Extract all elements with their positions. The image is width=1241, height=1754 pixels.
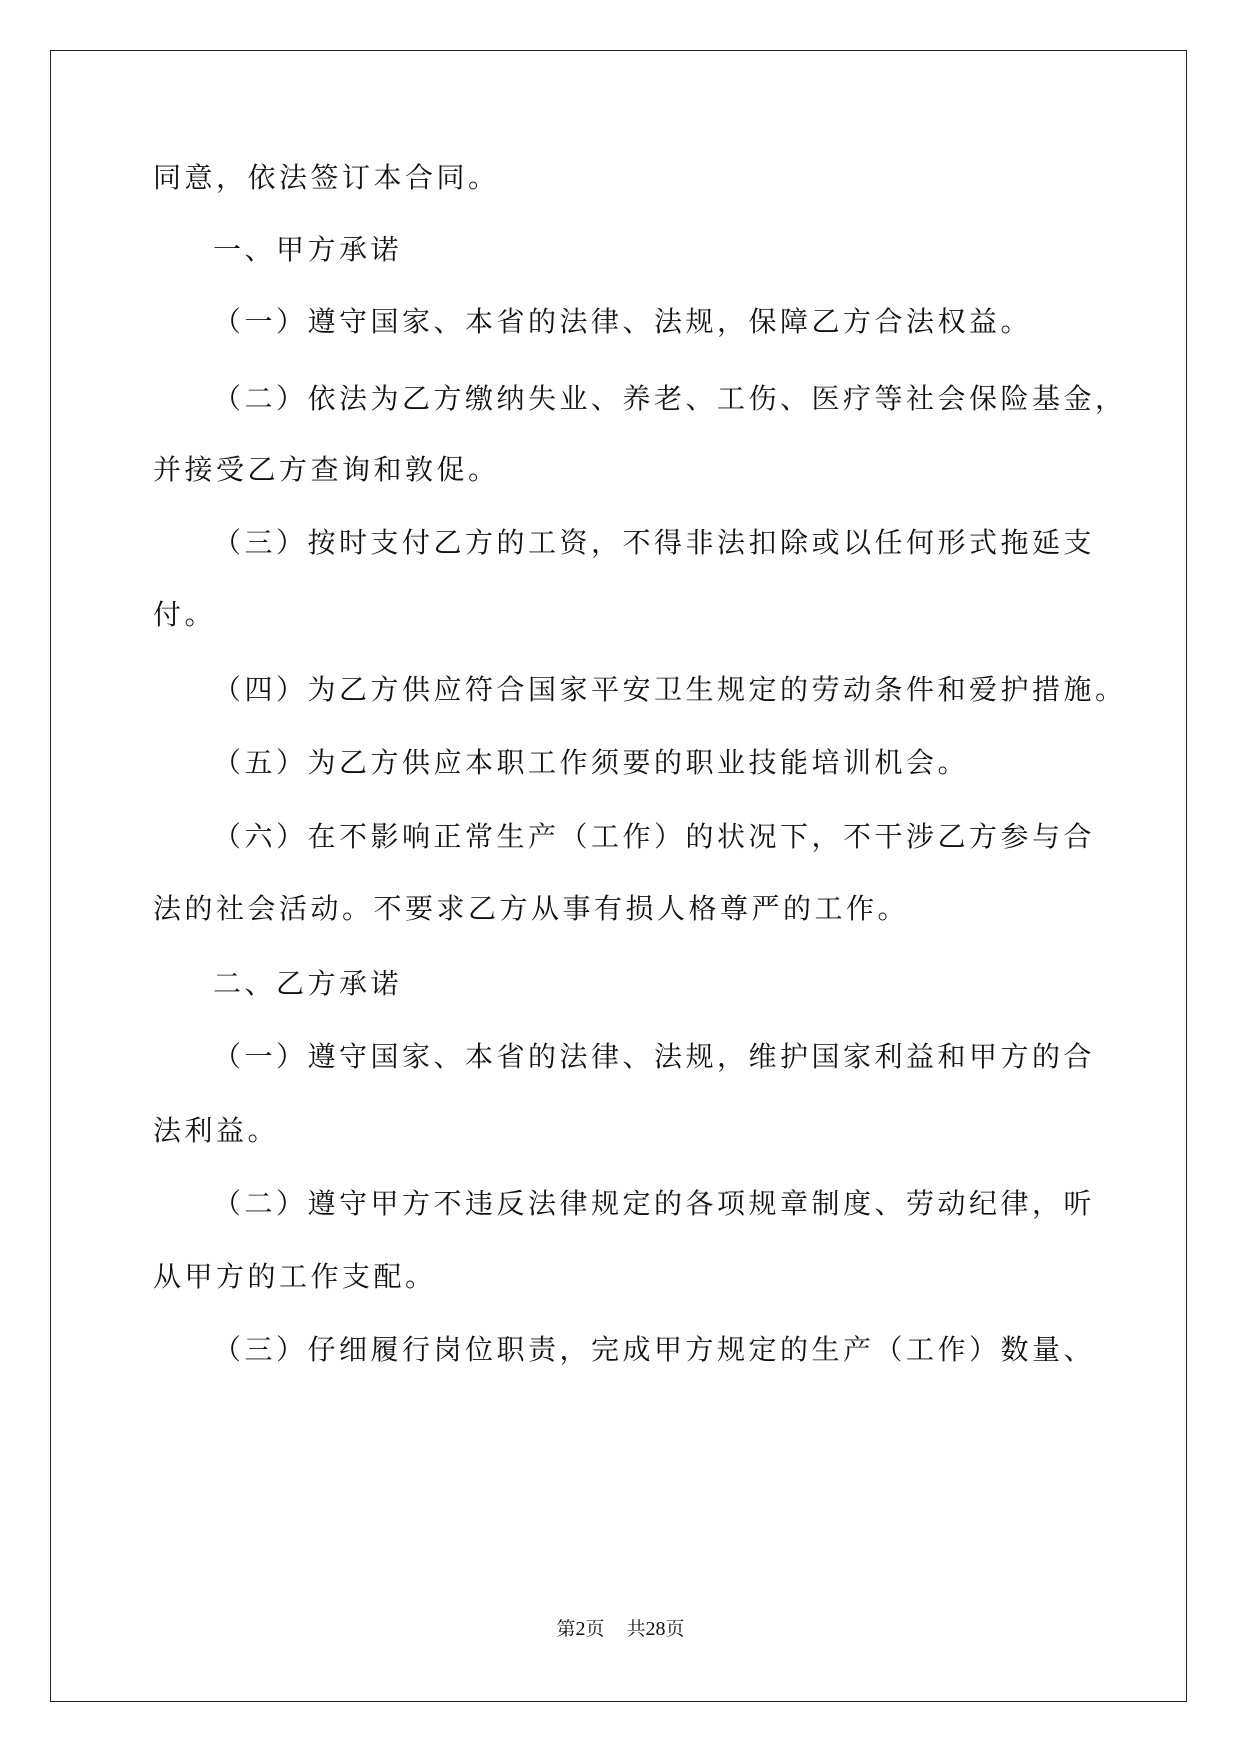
text-line: 并接受乙方查询和敦促。 (153, 453, 500, 486)
total-label-prefix: 共 (626, 1619, 646, 1640)
page-label-suffix: 页 (585, 1619, 605, 1640)
text-line: （二）依法为乙方缴纳失业、养老、工伤、医疗等社会保险基金， (213, 382, 1127, 415)
total-pages: 28 (645, 1618, 666, 1640)
text-line: （四）为乙方供应符合国家平安卫生规定的劳动条件和爱护措施。 (213, 673, 1127, 706)
text-line: （二）遵守甲方不违反法律规定的各项规章制度、劳动纪律，听 (213, 1187, 1096, 1220)
text-line: （一）遵守国家、本省的法律、法规，保障乙方合法权益。 (213, 305, 1033, 338)
text-line: 法利益。 (153, 1114, 280, 1147)
text-line: （三）仔细履行岗位职责，完成甲方规定的生产（工作）数量、 (213, 1333, 1096, 1366)
text-line: （三）按时支付乙方的工资，不得非法扣除或以任何形式拖延支 (213, 526, 1096, 559)
page-footer (0, 1617, 1241, 1642)
text-line: （五）为乙方供应本职工作须要的职业技能培训机会。 (213, 746, 970, 779)
text-line: （六）在不影响正常生产（工作）的状况下，不干涉乙方参与合 (213, 820, 1096, 853)
text-line: （一）遵守国家、本省的法律、法规，维护国家利益和甲方的合 (213, 1040, 1096, 1073)
section-heading: 二、乙方承诺 (213, 967, 403, 1000)
page-border (50, 50, 1187, 1702)
page-label-prefix: 第 (556, 1619, 576, 1640)
total-label-suffix: 页 (665, 1619, 685, 1640)
page-number: 2 (575, 1618, 586, 1640)
text-line: 同意，依法签订本合同。 (153, 161, 500, 194)
text-line: 从甲方的工作支配。 (153, 1260, 437, 1293)
section-heading: 一、甲方承诺 (213, 233, 403, 266)
text-line: 付。 (153, 598, 217, 631)
text-line: 法的社会活动。不要求乙方从事有损人格尊严的工作。 (153, 892, 910, 925)
